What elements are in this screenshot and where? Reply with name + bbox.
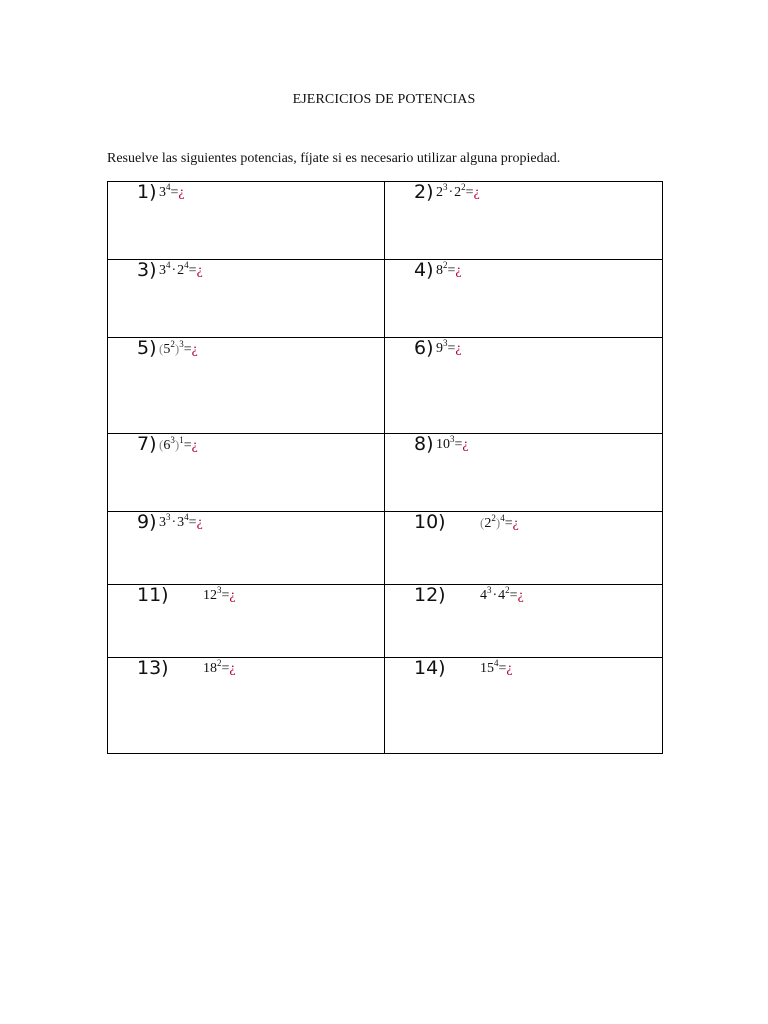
exercise-expression: $4^3\cdot 4^2=¿$ bbox=[480, 585, 524, 603]
exercise-cell[interactable] bbox=[385, 585, 663, 658]
document-title: EJERCICIOS DE POTENCIAS bbox=[292, 92, 476, 107]
exercise-number: 13) bbox=[137, 657, 169, 679]
exercise-expression: $(2^2)^4=¿$ bbox=[480, 513, 519, 531]
exercise-cell[interactable] bbox=[108, 182, 385, 260]
exercise-expression: $18^2=¿$ bbox=[203, 658, 236, 676]
exercise-expression: $8^2=¿$ bbox=[436, 260, 462, 278]
instructions-text: Resuelve las siguientes potencias, fíjate si es necesario utilizar alguna propiedad. bbox=[107, 151, 561, 166]
exercise-table bbox=[107, 181, 663, 754]
exercise-expression: $10^3=¿$ bbox=[436, 434, 469, 452]
exercise-cell[interactable] bbox=[108, 585, 385, 658]
exercise-number: 6) bbox=[414, 337, 434, 359]
exercise-cell[interactable] bbox=[108, 434, 385, 512]
exercise-expression: $15^4=¿$ bbox=[480, 658, 513, 676]
exercise-cell[interactable] bbox=[108, 512, 385, 585]
exercise-number: 2) bbox=[414, 181, 434, 203]
exercise-cell[interactable] bbox=[385, 512, 663, 585]
exercise-number: 3) bbox=[137, 259, 157, 281]
exercise-number: 1) bbox=[137, 181, 157, 203]
exercise-expression: $3^4\cdot 2^4=¿$ bbox=[159, 260, 203, 278]
exercise-cell[interactable] bbox=[385, 338, 663, 434]
exercise-cell[interactable] bbox=[385, 658, 663, 754]
exercise-cell[interactable] bbox=[108, 658, 385, 754]
exercise-cell[interactable] bbox=[385, 182, 663, 260]
exercise-expression: $3^3\cdot 3^4=¿$ bbox=[159, 512, 203, 530]
exercise-expression: $(6^3)^1=¿$ bbox=[159, 435, 198, 453]
exercise-number: 4) bbox=[414, 259, 434, 281]
exercise-expression: $2^3\cdot 2^2=¿$ bbox=[436, 182, 480, 200]
exercise-expression: $3^4=¿$ bbox=[159, 182, 185, 200]
exercise-cell[interactable] bbox=[385, 260, 663, 338]
exercise-number: 7) bbox=[137, 433, 157, 455]
exercise-expression: $9^3=¿$ bbox=[436, 338, 462, 356]
exercise-number: 14) bbox=[414, 657, 446, 679]
exercise-number: 8) bbox=[414, 433, 434, 455]
exercise-expression: $(5^2)^3=¿$ bbox=[159, 339, 198, 357]
exercise-cell[interactable] bbox=[108, 260, 385, 338]
exercise-number: 11) bbox=[137, 584, 169, 606]
exercise-expression: $12^3=¿$ bbox=[203, 585, 236, 603]
exercise-number: 12) bbox=[414, 584, 446, 606]
exercise-number: 10) bbox=[414, 511, 446, 533]
exercise-number: 9) bbox=[137, 511, 157, 533]
exercise-cell[interactable] bbox=[108, 338, 385, 434]
exercise-number: 5) bbox=[137, 337, 157, 359]
exercise-cell[interactable] bbox=[385, 434, 663, 512]
